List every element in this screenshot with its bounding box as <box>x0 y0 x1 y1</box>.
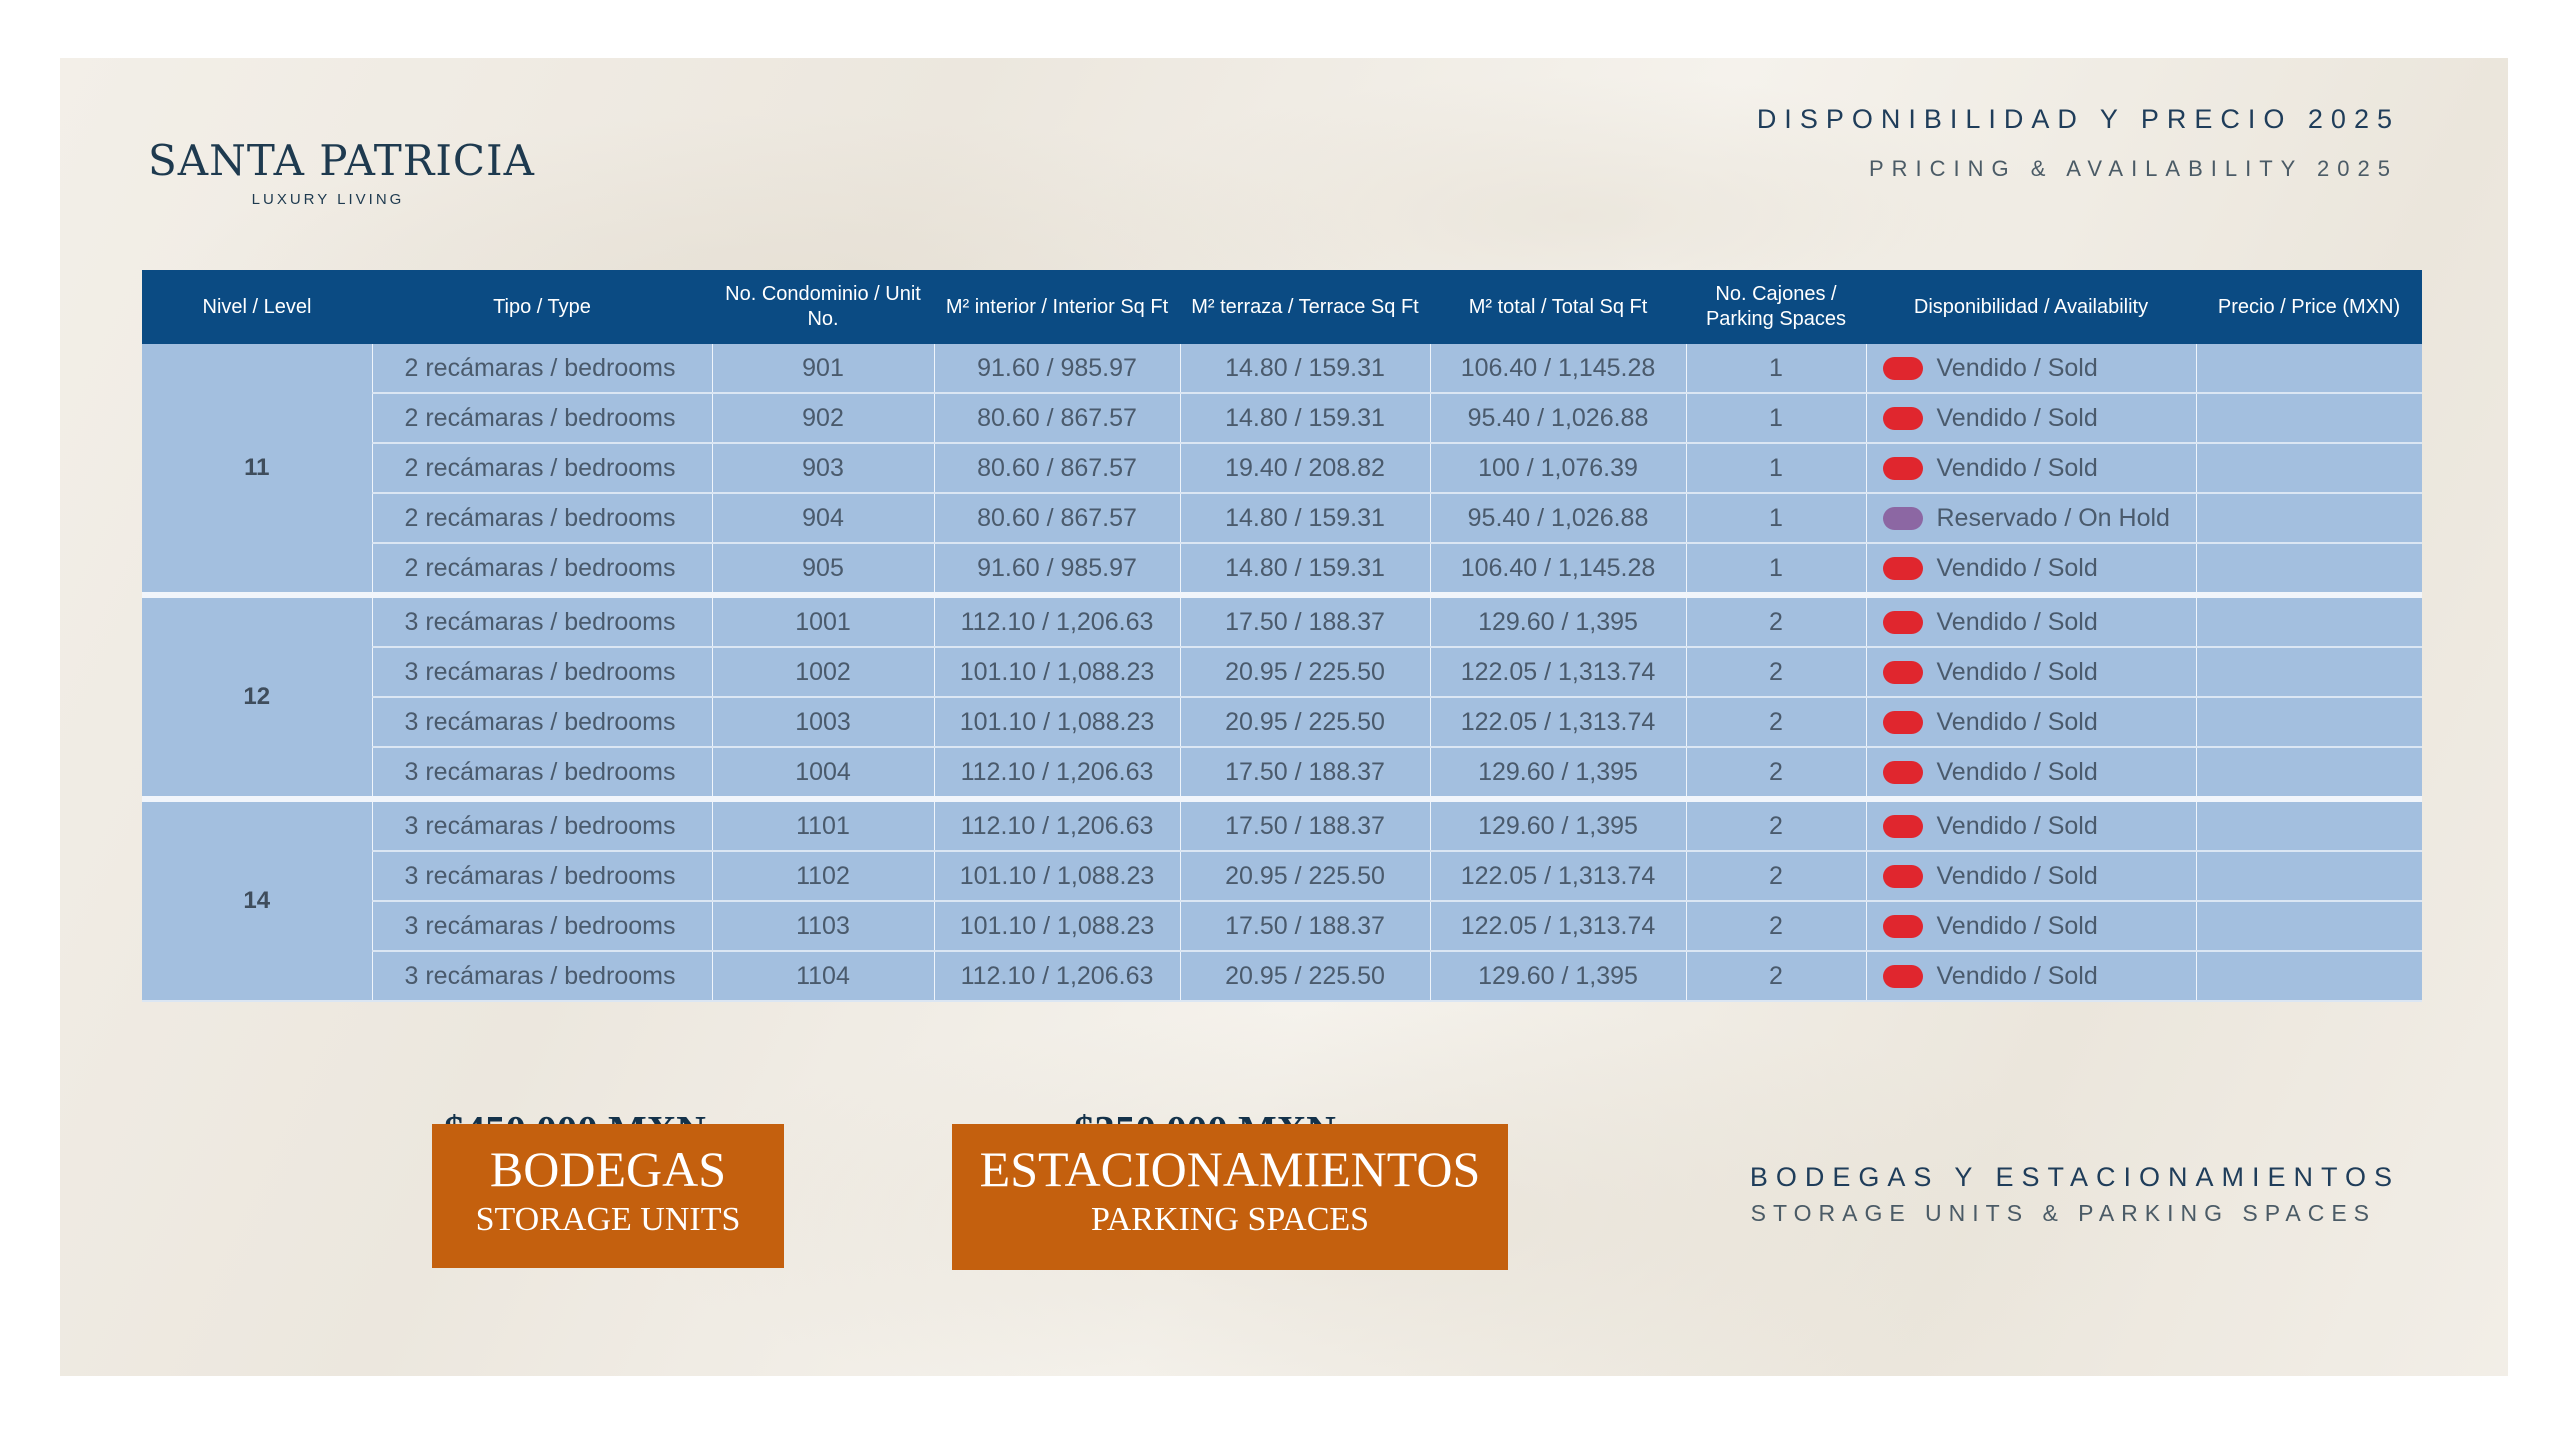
total-area-cell: 129.60 / 1,395 <box>1430 595 1686 647</box>
unit-cell: 1001 <box>712 595 934 647</box>
status-label: Vendido / Sold <box>1936 811 2098 840</box>
brand-name: SANTA PATRICIA <box>148 136 535 185</box>
price-cell <box>2196 443 2422 493</box>
terrace-area-cell: 17.50 / 188.37 <box>1180 799 1430 851</box>
column-header: No. Cajones / Parking Spaces <box>1686 270 1866 344</box>
table-row <box>142 647 2422 697</box>
parking-title: ESTACIONAMIENTOS <box>979 1141 1481 1197</box>
terrace-area-cell: 14.80 / 159.31 <box>1180 493 1430 543</box>
type-cell: 3 recámaras / bedrooms <box>372 697 712 747</box>
unit-cell: 903 <box>712 443 934 493</box>
red-status-dot-icon <box>1883 661 1923 684</box>
total-area-cell: 106.40 / 1,145.28 <box>1430 543 1686 595</box>
price-cell <box>2196 799 2422 851</box>
red-status-dot-icon <box>1883 357 1923 380</box>
type-cell: 3 recámaras / bedrooms <box>372 595 712 647</box>
price-sheet <box>60 58 2508 1376</box>
interior-area-cell: 112.10 / 1,206.63 <box>934 595 1180 647</box>
terrace-area-cell: 17.50 / 188.37 <box>1180 747 1430 799</box>
unit-cell: 1101 <box>712 799 934 851</box>
table-body <box>142 344 2422 1001</box>
parking-cell: 2 <box>1686 647 1866 697</box>
table-row <box>142 697 2422 747</box>
parking-cell: 1 <box>1686 393 1866 443</box>
unit-cell: 1103 <box>712 901 934 951</box>
total-area-cell: 95.40 / 1,026.88 <box>1430 493 1686 543</box>
terrace-area-cell: 20.95 / 225.50 <box>1180 697 1430 747</box>
terrace-area-cell: 20.95 / 225.50 <box>1180 851 1430 901</box>
status-label: Vendido / Sold <box>1936 861 2098 890</box>
availability-cell <box>1866 344 2196 393</box>
red-status-dot-icon <box>1883 761 1923 784</box>
storage-units-box <box>432 1124 784 1268</box>
type-cell: 3 recámaras / bedrooms <box>372 647 712 697</box>
total-area-cell: 106.40 / 1,145.28 <box>1430 344 1686 393</box>
table-row <box>142 344 2422 393</box>
page-title-es: DISPONIBILIDAD Y PRECIO 2025 <box>1756 104 2400 134</box>
status-label: Reservado / On Hold <box>1936 503 2170 532</box>
total-area-cell: 95.40 / 1,026.88 <box>1430 393 1686 443</box>
total-area-cell: 122.05 / 1,313.74 <box>1430 647 1686 697</box>
interior-area-cell: 80.60 / 867.57 <box>934 393 1180 443</box>
table-row <box>142 443 2422 493</box>
parking-cell: 2 <box>1686 799 1866 851</box>
red-status-dot-icon <box>1883 815 1923 838</box>
availability-cell <box>1866 951 2196 1001</box>
unit-cell: 1104 <box>712 951 934 1001</box>
availability-cell <box>1866 493 2196 543</box>
availability-cell <box>1866 443 2196 493</box>
price-cell <box>2196 595 2422 647</box>
price-cell <box>2196 851 2422 901</box>
type-cell: 2 recámaras / bedrooms <box>372 543 712 595</box>
parking-subtitle: PARKING SPACES <box>1090 1201 1370 1238</box>
unit-cell: 901 <box>712 344 934 393</box>
type-cell: 2 recámaras / bedrooms <box>372 344 712 393</box>
unit-cell: 1102 <box>712 851 934 901</box>
parking-cell: 2 <box>1686 595 1866 647</box>
table-header <box>142 270 2422 344</box>
availability-cell <box>1866 747 2196 799</box>
interior-area-cell: 91.60 / 985.97 <box>934 543 1180 595</box>
table-row <box>142 951 2422 1001</box>
status-label: Vendido / Sold <box>1936 707 2098 736</box>
price-cell <box>2196 493 2422 543</box>
footer-title-es: BODEGAS Y ESTACIONAMIENTOS <box>1749 1162 2400 1192</box>
column-header: No. Condominio / Unit No. <box>712 270 934 344</box>
status-label: Vendido / Sold <box>1936 911 2098 940</box>
parking-cell: 1 <box>1686 543 1866 595</box>
interior-area-cell: 101.10 / 1,088.23 <box>934 851 1180 901</box>
parking-cell: 1 <box>1686 493 1866 543</box>
level-cell: 11 <box>142 344 372 595</box>
unit-cell: 904 <box>712 493 934 543</box>
price-cell <box>2196 647 2422 697</box>
type-cell: 3 recámaras / bedrooms <box>372 747 712 799</box>
terrace-area-cell: 19.40 / 208.82 <box>1180 443 1430 493</box>
level-cell: 14 <box>142 799 372 1001</box>
page-title-en: PRICING & AVAILABILITY 2025 <box>1868 156 2398 181</box>
terrace-area-cell: 20.95 / 225.50 <box>1180 951 1430 1001</box>
interior-area-cell: 80.60 / 867.57 <box>934 443 1180 493</box>
unit-cell: 905 <box>712 543 934 595</box>
availability-cell <box>1866 851 2196 901</box>
price-cell <box>2196 697 2422 747</box>
terrace-area-cell: 20.95 / 225.50 <box>1180 647 1430 697</box>
parking-cell: 2 <box>1686 747 1866 799</box>
interior-area-cell: 91.60 / 985.97 <box>934 344 1180 393</box>
total-area-cell: 122.05 / 1,313.74 <box>1430 697 1686 747</box>
unit-cell: 1003 <box>712 697 934 747</box>
price-cell <box>2196 951 2422 1001</box>
status-label: Vendido / Sold <box>1936 657 2098 686</box>
price-cell <box>2196 543 2422 595</box>
availability-cell <box>1866 393 2196 443</box>
red-status-dot-icon <box>1883 865 1923 888</box>
red-status-dot-icon <box>1883 407 1923 430</box>
availability-table <box>142 270 2422 1002</box>
storage-title: BODEGAS <box>489 1141 727 1197</box>
terrace-area-cell: 17.50 / 188.37 <box>1180 595 1430 647</box>
parking-spaces-box <box>952 1124 1508 1270</box>
red-status-dot-icon <box>1883 915 1923 938</box>
interior-area-cell: 112.10 / 1,206.63 <box>934 747 1180 799</box>
total-area-cell: 100 / 1,076.39 <box>1430 443 1686 493</box>
terrace-area-cell: 14.80 / 159.31 <box>1180 393 1430 443</box>
red-status-dot-icon <box>1883 457 1923 480</box>
storage-subtitle: STORAGE UNITS <box>475 1201 741 1238</box>
parking-cell: 1 <box>1686 443 1866 493</box>
column-header: M² interior / Interior Sq Ft <box>934 270 1180 344</box>
price-cell <box>2196 393 2422 443</box>
parking-cell: 1 <box>1686 344 1866 393</box>
interior-area-cell: 101.10 / 1,088.23 <box>934 901 1180 951</box>
unit-cell: 1002 <box>712 647 934 697</box>
status-label: Vendido / Sold <box>1936 607 2098 636</box>
purple-status-dot-icon <box>1883 507 1923 530</box>
status-label: Vendido / Sold <box>1936 353 2098 382</box>
interior-area-cell: 80.60 / 867.57 <box>934 493 1180 543</box>
status-label: Vendido / Sold <box>1936 553 2098 582</box>
availability-cell <box>1866 697 2196 747</box>
parking-cell: 2 <box>1686 901 1866 951</box>
table-row <box>142 595 2422 647</box>
price-cell <box>2196 901 2422 951</box>
level-cell: 12 <box>142 595 372 799</box>
interior-area-cell: 112.10 / 1,206.63 <box>934 951 1180 1001</box>
terrace-area-cell: 14.80 / 159.31 <box>1180 344 1430 393</box>
availability-cell <box>1866 799 2196 851</box>
table-row <box>142 393 2422 443</box>
total-area-cell: 129.60 / 1,395 <box>1430 799 1686 851</box>
total-area-cell: 122.05 / 1,313.74 <box>1430 851 1686 901</box>
red-status-dot-icon <box>1883 965 1923 988</box>
table-row <box>142 543 2422 595</box>
red-status-dot-icon <box>1883 611 1923 634</box>
table-row <box>142 901 2422 951</box>
table-row <box>142 747 2422 799</box>
type-cell: 2 recámaras / bedrooms <box>372 493 712 543</box>
total-area-cell: 122.05 / 1,313.74 <box>1430 901 1686 951</box>
column-header: M² total / Total Sq Ft <box>1430 270 1686 344</box>
unit-cell: 902 <box>712 393 934 443</box>
availability-cell <box>1866 543 2196 595</box>
column-header: Precio / Price (MXN) <box>2196 270 2422 344</box>
interior-area-cell: 101.10 / 1,088.23 <box>934 647 1180 697</box>
red-status-dot-icon <box>1883 711 1923 734</box>
type-cell: 3 recámaras / bedrooms <box>372 951 712 1001</box>
availability-cell <box>1866 901 2196 951</box>
interior-area-cell: 101.10 / 1,088.23 <box>934 697 1180 747</box>
parking-cell: 2 <box>1686 951 1866 1001</box>
status-label: Vendido / Sold <box>1936 453 2098 482</box>
type-cell: 2 recámaras / bedrooms <box>372 393 712 443</box>
column-header: M² terraza / Terrace Sq Ft <box>1180 270 1430 344</box>
table-row <box>142 851 2422 901</box>
status-label: Vendido / Sold <box>1936 961 2098 990</box>
type-cell: 2 recámaras / bedrooms <box>372 443 712 493</box>
unit-cell: 1004 <box>712 747 934 799</box>
table-row <box>142 799 2422 851</box>
table-row <box>142 493 2422 543</box>
parking-cell: 2 <box>1686 697 1866 747</box>
status-label: Vendido / Sold <box>1936 403 2098 432</box>
total-area-cell: 129.60 / 1,395 <box>1430 747 1686 799</box>
brand-logo <box>148 136 535 208</box>
type-cell: 3 recámaras / bedrooms <box>372 901 712 951</box>
column-header: Disponibilidad / Availability <box>1866 270 2196 344</box>
total-area-cell: 129.60 / 1,395 <box>1430 951 1686 1001</box>
status-label: Vendido / Sold <box>1936 757 2098 786</box>
column-header: Nivel / Level <box>142 270 372 344</box>
availability-cell <box>1866 647 2196 697</box>
footer-title-en: STORAGE UNITS & PARKING SPACES <box>1750 1200 2376 1226</box>
terrace-area-cell: 17.50 / 188.37 <box>1180 901 1430 951</box>
column-header: Tipo / Type <box>372 270 712 344</box>
terrace-area-cell: 14.80 / 159.31 <box>1180 543 1430 595</box>
type-cell: 3 recámaras / bedrooms <box>372 799 712 851</box>
availability-cell <box>1866 595 2196 647</box>
red-status-dot-icon <box>1883 557 1923 580</box>
price-cell <box>2196 344 2422 393</box>
type-cell: 3 recámaras / bedrooms <box>372 851 712 901</box>
parking-cell: 2 <box>1686 851 1866 901</box>
brand-tagline: LUXURY LIVING <box>251 191 405 208</box>
price-cell <box>2196 747 2422 799</box>
interior-area-cell: 112.10 / 1,206.63 <box>934 799 1180 851</box>
